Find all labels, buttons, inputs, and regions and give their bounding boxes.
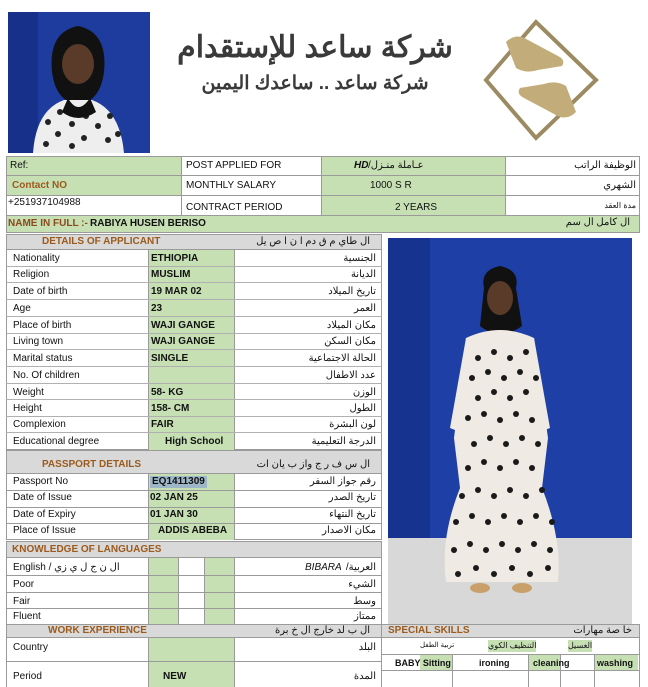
pob-label: Place of birth <box>13 320 72 331</box>
work-title: WORK EXPERIENCE <box>48 625 147 636</box>
living-town-label: Living town <box>13 336 64 347</box>
period-label: Period <box>13 671 42 682</box>
dob-ar: تاريخ الميلاد <box>328 286 376 297</box>
issue-date-label: Date of Issue <box>13 492 72 503</box>
helping-hands-logo <box>476 12 606 142</box>
religion-ar: الديانة <box>350 269 376 280</box>
applicant-full-photo <box>388 238 632 624</box>
detail-row <box>6 367 382 384</box>
skill-baby-sitting: BABY Sitting <box>395 658 451 668</box>
complexion-ar: لون البشرة <box>329 419 376 430</box>
skill-ar-washing: الغسيل <box>568 641 593 650</box>
dob-value: 19 MAR 02 <box>151 286 202 297</box>
applicant-headshot-photo <box>8 12 150 153</box>
company-slogan: شركة ساعد .. ساعدك اليمين <box>201 73 429 94</box>
salary-value: 1000 S R <box>370 180 412 191</box>
name-label-ar: ال كامل ال سم <box>565 217 630 228</box>
company-name: شركة ساعد للإستقدام <box>177 31 453 64</box>
english-label: English / ال ن ج ل ي زي <box>13 562 120 573</box>
passport-no-label: Passport No <box>13 476 69 487</box>
nationality-label: Nationality <box>13 253 60 264</box>
expiry-date-ar: تاريخ النتهاء <box>329 509 376 520</box>
skills-title: SPECIAL SKILLS <box>388 625 470 636</box>
children-label: No. Of children <box>13 370 80 381</box>
salary-label-ar: الشهري <box>603 180 636 191</box>
weight-ar: الوزن <box>352 387 376 398</box>
work-title-ar: ال ب لد خارج ال خ برة <box>275 625 370 636</box>
religion-value: MUSLIM <box>151 269 191 280</box>
country-label: Country <box>13 642 49 653</box>
passport-title-ar: ال س ف ر ج واز ب يان ات <box>256 459 370 470</box>
issue-date-ar: تاريخ الصدر <box>328 492 376 503</box>
country-ar: البلد <box>358 642 376 653</box>
post-value-ar: عـاملة منـزل/ <box>368 160 424 171</box>
arabic-level: BIBARA <box>305 562 342 573</box>
pob-value: WAJI GANGE <box>151 320 215 331</box>
contact-value: +251937104988 <box>8 197 81 208</box>
fair-label: Fair <box>13 596 31 607</box>
ref-cell <box>6 156 182 176</box>
age-label: Age <box>13 303 31 314</box>
detail-row <box>6 350 382 367</box>
detail-row <box>6 334 382 350</box>
issue-date-value: 02 JAN 25 <box>150 492 198 503</box>
poor-label: Poor <box>13 579 35 590</box>
living-town-ar: مكان السكن <box>324 336 376 347</box>
complexion-value: FAIR <box>151 419 174 430</box>
skill-cleaning: cleaning <box>533 658 570 668</box>
detail-row <box>6 267 382 283</box>
expiry-date-value: 01 JAN 30 <box>150 509 198 520</box>
ref-label: Ref: <box>10 160 29 171</box>
marital-label: Marital status <box>13 353 73 364</box>
period-value: NEW <box>163 671 187 682</box>
issue-place-value: ADDIS ABEBA <box>158 525 228 536</box>
passport-title: PASSPORT DETAILS <box>42 459 142 470</box>
contact-label: Contact NO <box>12 180 67 191</box>
skill-ironing: ironing <box>479 658 510 668</box>
name-value: RABIYA HUSEN BERISO <box>90 218 206 229</box>
languages-title: KNOWLEDGE OF LANGUAGES <box>12 544 162 555</box>
arabic-label: العربية/ <box>345 562 376 573</box>
skill-washing: washing <box>597 658 634 668</box>
detail-row <box>6 317 382 334</box>
period-ar: المدة <box>353 671 376 682</box>
details-title-ar: ال طاي م ق دم ا ن ا ص يل <box>256 236 370 247</box>
detail-row <box>6 384 382 400</box>
contract-label-ar: مدة العقد <box>604 201 636 210</box>
marital-ar: الحالة الاجتماعية <box>308 353 376 364</box>
skills-title-ar: خا صة مهارات <box>573 625 632 636</box>
detail-row <box>6 417 382 433</box>
issue-place-ar: مكان الاصدار <box>322 525 376 536</box>
fluent-ar: ممتاز <box>353 611 376 622</box>
contract-value: 2 YEARS <box>395 202 438 213</box>
detail-row <box>6 433 382 450</box>
skill-ar-childcare: تربية الطفل <box>420 642 455 649</box>
detail-row <box>6 250 382 267</box>
children-ar: عدد الاطفال <box>325 370 376 381</box>
poor-ar: الشيء <box>348 579 376 590</box>
detail-row <box>6 300 382 317</box>
education-value: High School <box>165 436 224 447</box>
post-value-en: HD <box>354 160 369 171</box>
nationality-value: ETHIOPIA <box>151 253 199 264</box>
height-ar: الطول <box>349 403 376 414</box>
detail-row <box>6 400 382 417</box>
living-town-value: WAJI GANGE <box>151 336 215 347</box>
details-title: DETAILS OF APPLICANT <box>42 236 161 247</box>
passport-no-value: EQ1411309 <box>152 476 205 487</box>
passport-no-ar: رقم جواز السفر <box>309 476 376 487</box>
salary-value-cell <box>322 176 506 196</box>
salary-label: MONTHLY SALARY <box>186 180 277 191</box>
age-value: 23 <box>151 303 163 314</box>
expiry-date-label: Date of Expiry <box>13 509 76 520</box>
post-label: POST APPLIED FOR <box>186 160 282 171</box>
complexion-label: Complexion <box>13 419 66 430</box>
nationality-ar: الجنسية <box>343 253 376 264</box>
marital-value: SINGLE <box>151 353 189 364</box>
height-value: 158- CM <box>151 403 190 414</box>
religion-label: Religion <box>13 269 50 280</box>
weight-value: 58- KG <box>151 387 184 398</box>
detail-row <box>6 283 382 300</box>
education-label: Educational degree <box>13 436 100 447</box>
fluent-label: Fluent <box>13 611 41 622</box>
skill-ar-cleaning: التنظيف الكوي <box>488 641 537 650</box>
fair-ar: وسط <box>353 596 376 607</box>
education-ar: الدرجة التعليمية <box>311 436 376 447</box>
contract-label: CONTRACT PERIOD <box>186 202 283 213</box>
name-label: NAME IN FULL :- <box>8 218 88 229</box>
post-label-ar: الوظيفة الراتب <box>574 160 636 171</box>
age-ar: العمر <box>354 303 376 314</box>
pob-ar: مكان الميلاد <box>326 320 376 331</box>
issue-place-label: Place of Issue <box>13 525 76 536</box>
weight-label: Weight <box>13 387 44 398</box>
dob-label: Date of birth <box>13 286 68 297</box>
height-label: Height <box>13 403 42 414</box>
